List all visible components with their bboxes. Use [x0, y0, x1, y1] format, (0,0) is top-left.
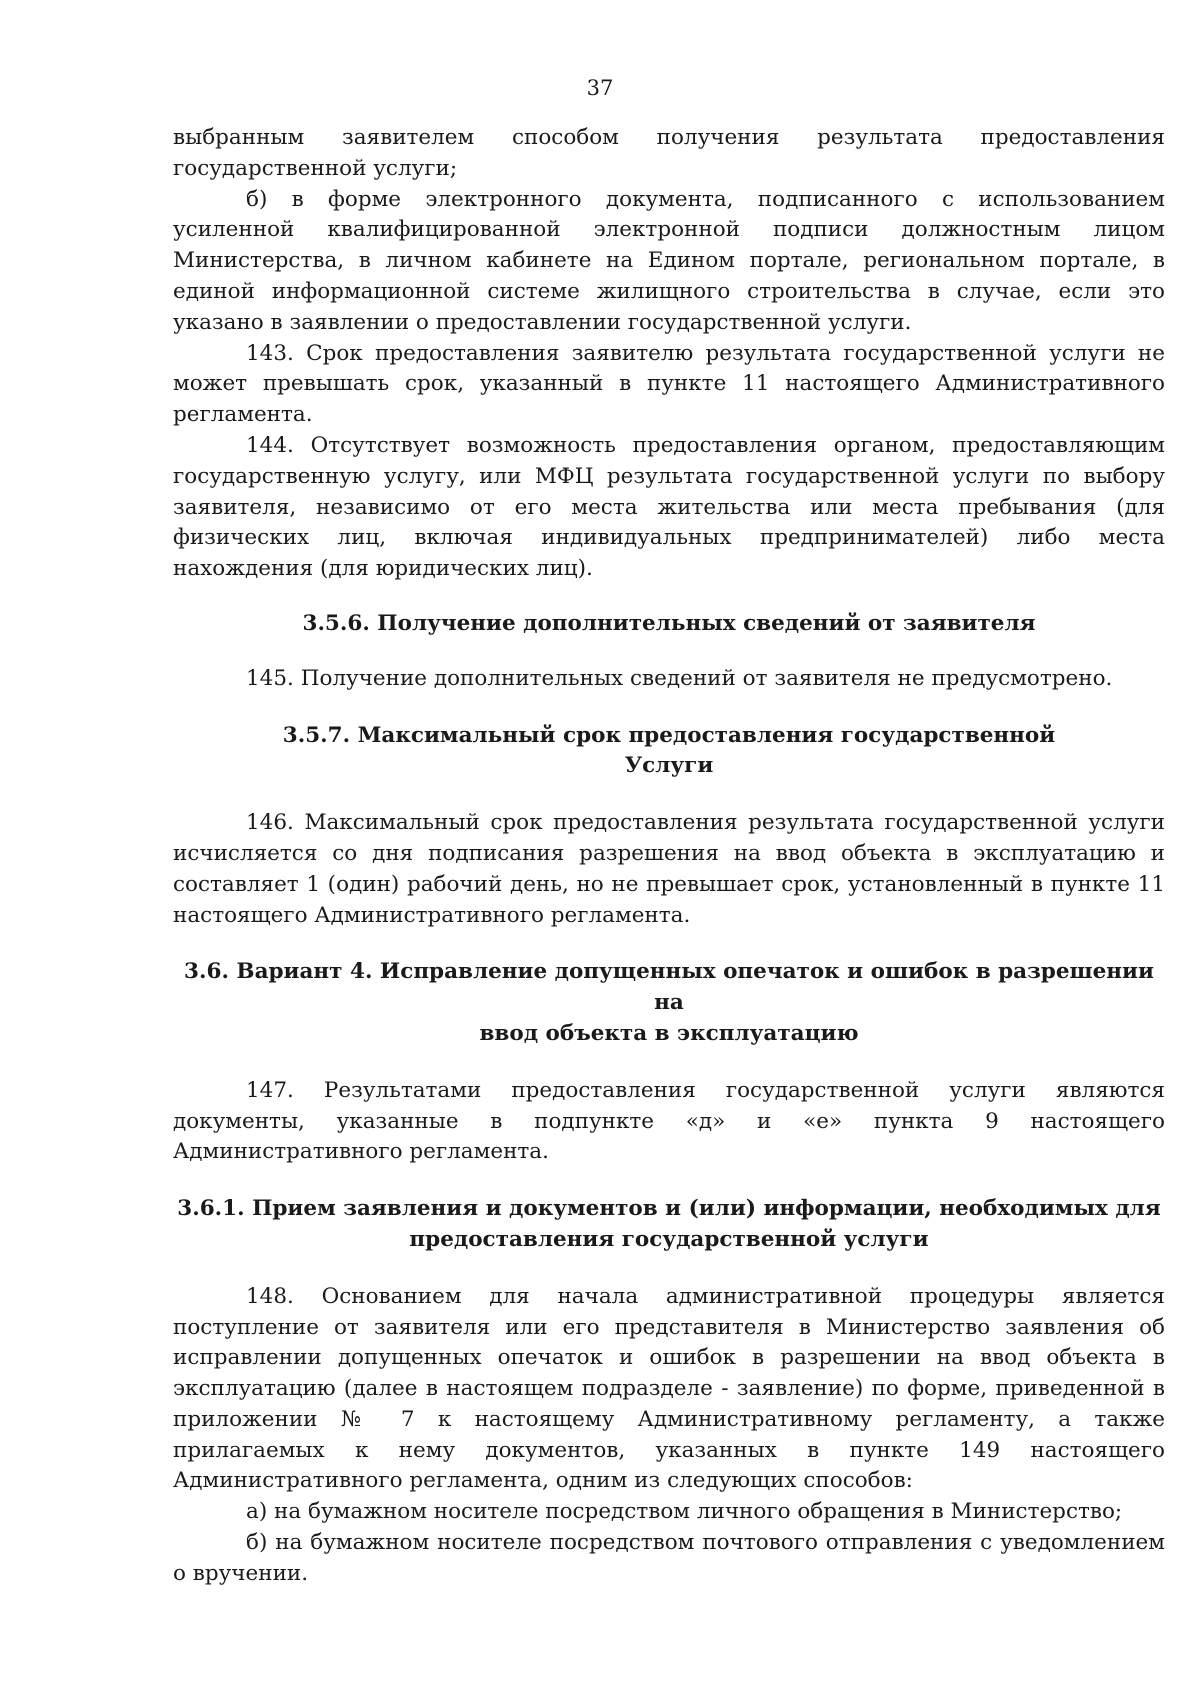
paragraph: 147. Результатами предоставления государственной услуги являются документы, указанные в подпункте «д» и «е» пункта 9 настоящего Административного регламента.: [173, 1077, 1165, 1165]
section-heading-line: 3.5.6. Получение дополнительных сведений от заявителя: [302, 610, 1036, 636]
paragraph: государственной услуги;: [173, 155, 458, 181]
section-heading-line: предоставления государственной услуги: [409, 1226, 929, 1252]
paragraph: б) в форме электронного документа, подписанного с использованием усиленной квалифицированной электронной подписи должностным лицом Министерства, в личном кабинете на Едином портале, региональном портале, в единой информационной системе жилищного строительства в случае, если это указано в заявлении о предоставлении государственной услуги.: [173, 186, 1165, 335]
page-number: 37: [586, 76, 614, 100]
paragraph: 146. Максимальный срок предоставления результата государственной услуги исчисляется со дня подписания разрешения на ввод объекта в эксплуатацию и составляет 1 (один) рабочий день, но не превышает срок, установленный в пункте 11 настоящего Административного регламента.: [173, 810, 1165, 928]
section-heading: [173, 609, 1165, 640]
paragraph: 143. Срок предоставления заявителю результата государственной услуги не может превышать срок, указанный в пункте 11 настоящего Административного регламента.: [173, 340, 1165, 428]
spacer: [173, 585, 1165, 609]
spacer: [173, 1256, 1165, 1282]
spacer: [173, 782, 1165, 808]
spacer: [173, 931, 1165, 957]
section-heading-line: 3.6. Вариант 4. Исправление допущенных опечаток и ошибок в разрешении на: [184, 959, 1154, 1016]
section-heading-line: 3.5.7. Максимальный срок предоставления государственной: [282, 722, 1056, 748]
spacer: [173, 1050, 1165, 1076]
paragraph: 144. Отсутствует возможность предоставления органом, предоставляющим государственную услугу, или МФЦ результата государственной услуги по выбору заявителя, независимо от его места жительства или места пребывания (для физических лиц, включая индивидуальных предпринимателей) либо места нахождения (для юридических лиц).: [173, 432, 1165, 582]
paragraph: выбранным заявителем способом получения результата предоставления: [173, 125, 1165, 150]
section-heading-line: Услуги: [624, 753, 714, 779]
document-body: [173, 123, 1165, 1590]
spacer: [173, 640, 1165, 664]
section-heading: [173, 721, 1165, 783]
spacer: [173, 1168, 1165, 1194]
spacer: [173, 695, 1165, 721]
section-heading-line: ввод объекта в эксплуатацию: [479, 1020, 859, 1046]
paragraph: 145. Получение дополнительных сведений от заявителя не предусмотрено.: [246, 665, 1113, 691]
section-heading-line: 3.6.1. Прием заявления и документов и (или) информации, необходимых для: [177, 1196, 1161, 1222]
paragraph: 148. Основанием для начала административной процедуры является поступление от заявителя или его представителя в Министерство заявления об исправлении допущенных опечаток и ошибок в разрешении на ввод объекта в эксплуатацию (далее в настоящем подразделе - заявление) по форме, приведенной в приложении № 7 к настоящему Административному регламенту, а также прилагаемых к нему документов, указанных в пункте 149 настоящего Административного регламента, одним из следующих способов:: [173, 1283, 1165, 1494]
section-heading: [173, 1194, 1165, 1256]
paragraph: а) на бумажном носителе посредством личного обращения в Министерство;: [246, 1499, 1123, 1525]
section-heading: [173, 957, 1165, 1049]
paragraph: б) на бумажном носителе посредством почтового отправления с уведомлением о вручении.: [173, 1530, 1165, 1586]
